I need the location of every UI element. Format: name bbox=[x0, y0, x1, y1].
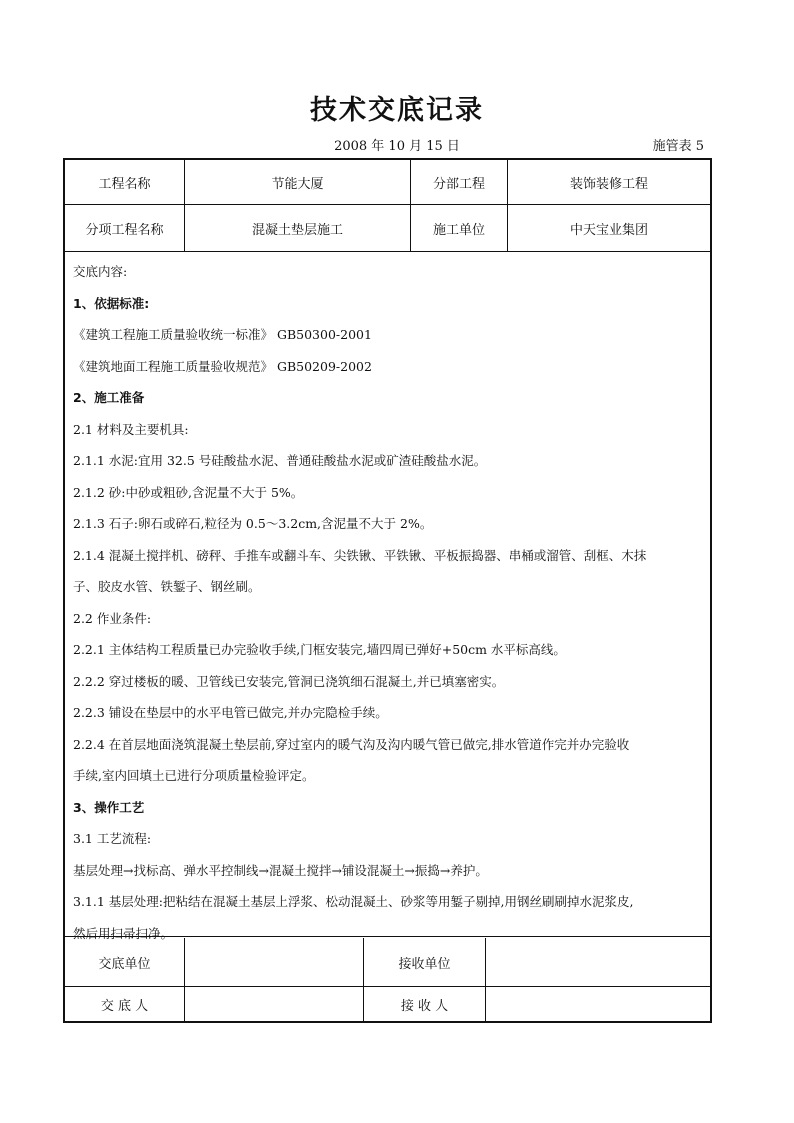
contractor-label: 施工单位 bbox=[411, 205, 508, 251]
content-line: 2、施工准备 bbox=[73, 390, 145, 405]
content-line: 3.1 工艺流程: bbox=[73, 831, 152, 846]
content-line: 3、操作工艺 bbox=[73, 799, 145, 815]
handover-person-value bbox=[185, 987, 364, 1021]
form-number: 施管表 5 bbox=[652, 139, 704, 154]
division-value: 装饰装修工程 bbox=[569, 176, 648, 192]
receiving-unit-label: 接收单位 bbox=[364, 938, 486, 986]
content-line: 手续,室内回填土已进行分项质量检验评定。 bbox=[73, 768, 315, 783]
content-line: 《建筑工程施工质量验收统一标准》 GB50300-2001 bbox=[73, 327, 372, 342]
receiving-unit-value bbox=[486, 938, 710, 986]
contractor-value: 中天宝业集团 bbox=[569, 222, 648, 238]
content-line: 2.2.3 铺设在垫层中的水平电管已做完,并办完隐检手续。 bbox=[73, 705, 388, 720]
project-name-label: 工程名称 bbox=[65, 160, 185, 204]
content-line: 2.1 材料及主要机具: bbox=[73, 421, 189, 437]
header-row-1 bbox=[65, 160, 710, 205]
receiving-person-label: 接 收 人 bbox=[364, 987, 486, 1021]
content-line: 2.2.1 主体结构工程质量已办完验收手续,门框安装完,墙四周已弹好+50cm 水平标高线。 bbox=[73, 642, 566, 657]
content-line: 子、胶皮水管、铁錾子、钢丝刷。 bbox=[73, 579, 261, 594]
content-line: 2.1.2 砂:中砂或粗砂,含泥量不大于 5%。 bbox=[73, 484, 304, 500]
document-title: 技术交底记录 bbox=[310, 95, 484, 126]
content-line: 1、依据标准: bbox=[73, 295, 150, 311]
handover-person-label: 交 底 人 bbox=[65, 987, 185, 1021]
content-line: 2.2.4 在首层地面浇筑混凝土垫层前,穿过室内的暖气沟及沟内暖气管已做完,排水管道作完并办完验收 bbox=[73, 736, 630, 752]
record-table bbox=[63, 158, 712, 1023]
content-line: 2.2 作业条件: bbox=[73, 610, 152, 626]
content-line: 2.1.1 水泥:宜用 32.5 号硅酸盐水泥、普通硅酸盐水泥或矿渣硅酸盐水泥。 bbox=[73, 453, 487, 468]
handover-unit-label: 交底单位 bbox=[65, 938, 185, 986]
content-line: 2.1.4 混凝土搅拌机、磅秤、手推车或翻斗车、尖铁锹、平铁锹、平板振捣器、串桶或溜管、刮框、木抹 bbox=[73, 547, 647, 563]
content-line: 然后用扫帚扫净。 bbox=[73, 925, 174, 941]
footer-row-2 bbox=[65, 987, 710, 1021]
receiving-person-value bbox=[486, 987, 710, 1021]
content-intro: 交底内容: bbox=[73, 264, 128, 279]
content-line: 基层处理→找标高、弹水平控制线→混凝土搅拌→铺设混凝土→振捣→养护。 bbox=[73, 862, 488, 878]
document-date: 2008 年 10 月 15 日 bbox=[334, 139, 460, 154]
content-line: 2.2.2 穿过楼板的暖、卫管线已安装完,管洞已浇筑细石混凝土,并已填塞密实。 bbox=[73, 673, 505, 689]
header-row-2 bbox=[65, 205, 710, 252]
briefing-content bbox=[65, 252, 710, 941]
project-name-value: 节能大厦 bbox=[185, 160, 411, 204]
footer-row-1 bbox=[65, 938, 710, 987]
handover-unit-value bbox=[185, 938, 364, 986]
content-line: 2.1.3 石子:卵石或碎石,粒径为 0.5～3.2cm,含泥量不大于 2%。 bbox=[73, 516, 433, 531]
content-line: 《建筑地面工程施工质量验收规范》 GB50209-2002 bbox=[73, 358, 372, 374]
subitem-label: 分项工程名称 bbox=[65, 205, 185, 251]
division-label: 分部工程 bbox=[411, 160, 508, 204]
content-line: 3.1.1 基层处理:把粘结在混凝土基层上浮浆、松动混凝土、砂浆等用錾子剔掉,用钢丝刷刷掉水泥浆皮, bbox=[73, 894, 634, 909]
subitem-value: 混凝土垫层施工 bbox=[185, 205, 411, 251]
